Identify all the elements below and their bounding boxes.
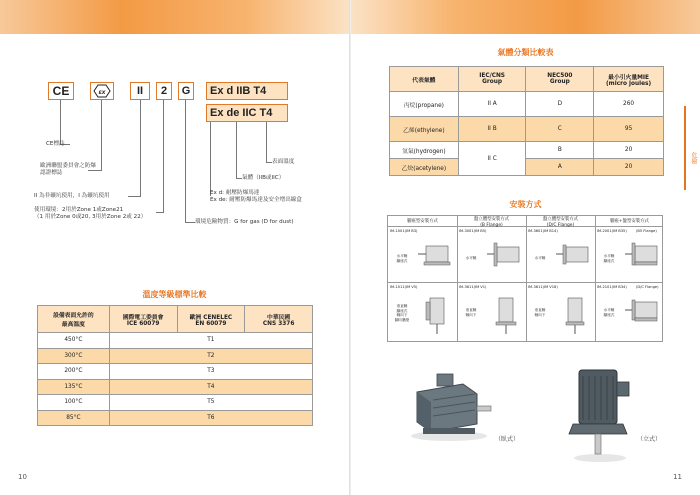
class-cell: T3	[109, 364, 312, 380]
iec-cell: II B	[458, 117, 526, 142]
iec-cns-header: IEC/CNS Group	[458, 67, 526, 92]
mie-cell: 95	[594, 117, 664, 142]
iec-header: 國際電工委員會 ICE 60079	[109, 306, 177, 333]
env-label: 環境危險物質：G for gas (D for dust)	[195, 219, 294, 225]
table-row	[38, 364, 313, 380]
mie-cell: 20	[594, 142, 664, 159]
group-mark: II	[130, 82, 150, 100]
foot-mount-vertical-icon	[424, 294, 450, 336]
temp-cell: 300°C	[38, 348, 110, 364]
class-cell: T4	[109, 379, 312, 395]
leader-line	[128, 196, 141, 197]
grid-line	[457, 216, 458, 341]
leader-line	[185, 222, 195, 223]
mount-note: 水平軸 腳座式	[603, 308, 615, 317]
class-cell: T2	[109, 348, 312, 364]
mount-code-extra: (B5 Flange)	[636, 229, 657, 233]
mount-header-dc-flange: 盤立體型安裝方式 (D/C Flange)	[542, 217, 579, 228]
table-row	[390, 142, 664, 159]
cenelec-header: 歐洲 CENELEC EN 60079	[177, 306, 245, 333]
mount-note: 水平軸	[534, 256, 546, 260]
class-cell: T1	[109, 333, 312, 349]
ex-d-iib-t4-label: Ex d IIB T4	[206, 82, 288, 100]
leader-line	[156, 212, 164, 213]
ce-label: CE標誌	[46, 141, 65, 147]
gas-table-title: 氣體分類比較表	[497, 48, 554, 57]
mount-code: IM-3611(IM V1)	[459, 285, 487, 289]
ex-de-iic-t4-label: Ex de IIC T4	[206, 104, 288, 122]
mount-title: 安裝方式	[509, 200, 542, 209]
mount-header-foot-flange: 腳座+盤型安裝方式	[610, 219, 649, 224]
dc-flange-vertical-icon	[562, 294, 588, 336]
mie-cell: 20	[594, 159, 664, 176]
mie-header: 最小引火量MIE (micro joules)	[594, 67, 664, 92]
mount-code-extra: (D/C Flange)	[636, 285, 659, 289]
group-label: II 為非礦坑使用，I 為礦坑使用	[34, 193, 110, 199]
mount-note: 水平軸 腳座式	[396, 254, 408, 263]
grid-line	[526, 216, 527, 341]
leader-line	[236, 122, 237, 178]
right-page	[351, 0, 700, 495]
header-band	[0, 0, 349, 34]
cns-header: 中華民國 CNS 3376	[245, 306, 313, 333]
mount-note: 垂直軸 軸向下	[534, 308, 546, 317]
gas-header: 代表氣體	[390, 67, 459, 92]
leader-line	[266, 122, 267, 162]
page-number: 10	[18, 473, 27, 481]
leader-line	[210, 122, 211, 196]
gas-cell: 乙烯(ethylene)	[390, 117, 459, 142]
mount-header-b-flange: 盤立體型安裝方式 (B Flange)	[473, 217, 510, 228]
mount-note: 垂直軸 軸向下	[465, 308, 477, 317]
gas-cell: 丙烷(propane)	[390, 92, 459, 117]
nec-cell: C	[526, 117, 594, 142]
mie-cell: 260	[594, 92, 664, 117]
horizontal-caption: （臥式）	[495, 436, 520, 443]
table-row	[38, 395, 313, 411]
table-row	[38, 379, 313, 395]
gas-group-label: 氣體（IIB或IIC）	[242, 175, 285, 181]
gas-cell: 乙炔(acetylene)	[390, 159, 459, 176]
temp-cell: 450°C	[38, 333, 110, 349]
temp-class-table	[37, 305, 313, 426]
gas-mark: G	[178, 82, 194, 100]
foot-mount-horizontal-icon	[418, 240, 452, 270]
iec-cell: II A	[458, 92, 526, 117]
b-flange-horizontal-icon	[487, 240, 521, 270]
table-row	[38, 333, 313, 349]
temp-cell: 135°C	[38, 379, 110, 395]
table-row	[390, 92, 664, 117]
section-side-tab	[682, 106, 700, 190]
grid-line	[595, 216, 596, 341]
nec-cell: D	[526, 92, 594, 117]
nec500-header: NEC500 Group	[526, 67, 594, 92]
gas-cell: 氫氣(hydrogen)	[390, 142, 459, 159]
leader-line	[101, 100, 102, 170]
side-tab-bar	[684, 106, 686, 190]
mounting-grid	[387, 215, 663, 342]
nec-cell: A	[526, 159, 594, 176]
table-row	[38, 348, 313, 364]
mount-code: IM-2101(IM B34)	[597, 285, 627, 289]
class-cell: T5	[109, 395, 312, 411]
temp-cell: 100°C	[38, 395, 110, 411]
mount-note: 垂直軸 腳座式 軸向下 腳向牆壁	[394, 304, 410, 323]
leader-line	[60, 100, 61, 144]
iec-cell: II C	[458, 142, 526, 176]
table-row	[38, 410, 313, 426]
mount-code: IM-3611(IM V18)	[528, 285, 558, 289]
mount-code: IM-1011(IM V5)	[390, 285, 418, 289]
class-cell: T6	[109, 410, 312, 426]
horizontal-motor-image	[403, 366, 495, 444]
grid-line	[388, 282, 662, 283]
category-mark: 2	[156, 82, 172, 100]
zone-label: 使用環境：2用於Zone 1或Zone21 （1 用於Zone 0或20, 3用於Zone 2或 22）	[34, 207, 147, 220]
eu-label: 歐洲聯盟委員會之防爆 認證標誌	[40, 163, 96, 176]
ce-mark: CE	[48, 82, 74, 100]
b-flange-vertical-icon	[493, 294, 519, 336]
page-number: 11	[673, 473, 682, 481]
ex-hexagon-icon	[90, 82, 114, 100]
vertical-motor-image	[565, 364, 635, 464]
temp-label: 表面溫度	[272, 159, 295, 165]
mount-code: IM-3001(IM B5)	[459, 229, 487, 233]
side-tab-label: 危險	[690, 152, 697, 164]
temp-cell: 85°C	[38, 410, 110, 426]
nec-cell: B	[526, 142, 594, 159]
mount-code: IM-1001(IM B3)	[390, 229, 418, 233]
gas-class-table	[389, 66, 664, 176]
header-band	[351, 0, 700, 34]
leader-line	[185, 100, 186, 222]
mount-header-foot: 腳座型安裝方式	[407, 219, 438, 224]
temp-table-title: 溫度等級標準比較	[142, 290, 207, 299]
leader-line	[163, 100, 164, 212]
mount-code: IM-2001(IM B35)	[597, 229, 627, 233]
foot-flange-dc-icon	[625, 296, 659, 326]
svg-text:εx: εx	[98, 89, 106, 96]
mount-note: 水平軸	[465, 256, 477, 260]
foot-flange-horizontal-icon	[625, 240, 659, 270]
table-row	[390, 159, 664, 176]
mount-code: IM-3601(IM B14)	[528, 229, 558, 233]
temp-cell: 200°C	[38, 364, 110, 380]
leader-line	[140, 100, 141, 196]
temp-header: 設備表面允許的 最高溫度	[38, 306, 110, 333]
vertical-caption: （立式）	[637, 436, 662, 443]
dc-flange-horizontal-icon	[556, 240, 590, 270]
left-page	[0, 0, 349, 495]
mount-note: 水平軸 腳座式	[603, 254, 615, 263]
exd-label: Ex d: 耐壓防爆馬達 Ex de: 耐壓防爆馬達及安全增出線盒	[210, 190, 302, 203]
table-row	[390, 117, 664, 142]
